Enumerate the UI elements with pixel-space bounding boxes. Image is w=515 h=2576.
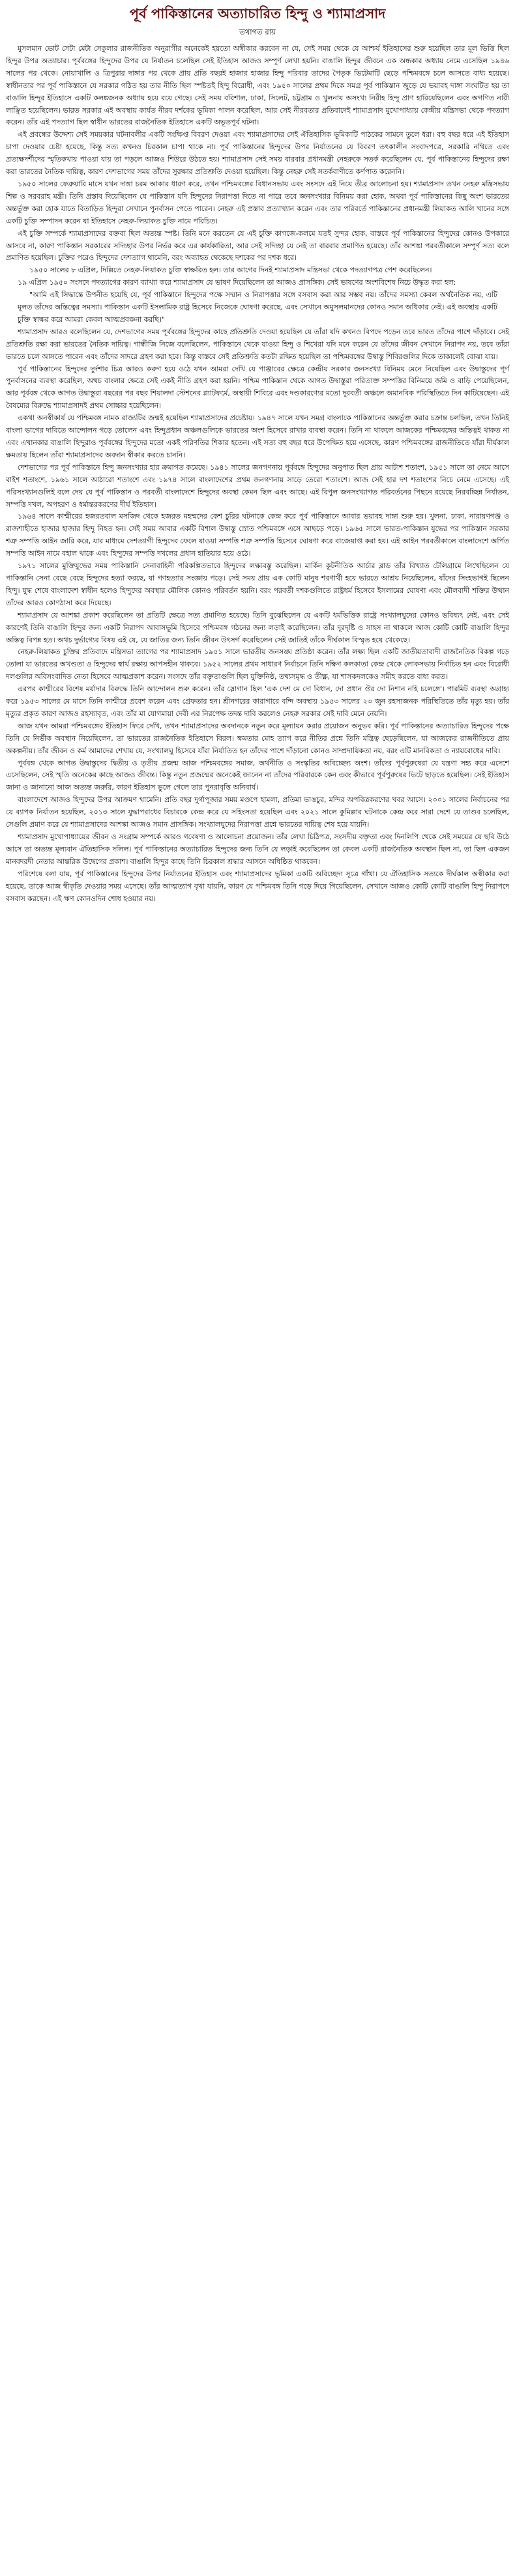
article-quote: "আমি এই সিদ্ধান্তে উপনীত হয়েছি যে, পূর্ব পাকিস্তানে হিন্দুদের পক্ষে সম্মান ও নিরাপত্তার সঙ্গে বসবাস করা আর সম্ভব নয়। তাঁদের সমস্যা কেবল অর্থনৈতিক নয়, এটি মূলত তাঁদের অস্তিত্বের সমস্যা। পাকিস্তান একটি ইসলামিক রাষ্ট্র হিসেবে নিজেকে ঘোষণা করেছে, এবং সেখানে অমুসলমানদের কোনও সমান অধিকার নেই। এই অবস্থায় একটি চুক্তি স্বাক্ষর করে আমরা কেবল আত্মপ্রবঞ্চনা করছি।" <box>18 291 497 324</box>
article-paragraph: নেহরু-লিয়াকত চুক্তির প্রতিবাদে মন্ত্রিসভা ত্যাগের পর শ্যামাপ্রসাদ ১৯৫১ সালে ভারতীয় জনসঙ্ঘ প্রতিষ্ঠা করেন। তাঁর লক্ষ্য ছিল একটি জাতীয়তাবাদী রাজনৈতিক বিকল্প গড়ে তোলা যা ভারতের অখণ্ডতা ও হিন্দুদের স্বার্থ রক্ষায় আপসহীন থাকবে। ১৯৫২ সালের প্রথম সাধারণ নির্বাচনে তিনি দক্ষিণ কলকাতা কেন্দ্র থেকে লোকসভায় নির্বাচিত হন এবং বিরোধী দলগুলির অবিসংবাদিত নেতা হিসেবে আত্মপ্রকাশ করেন। সংসদে তাঁর বক্তৃতাগুলি ছিল যুক্তিনিষ্ঠ, তথ্যসমৃদ্ধ ও তীক্ষ্ণ, যা শাসকদলকেও সমীহ করতে বাধ্য করত। <box>6 648 509 681</box>
article-author: তথাগত রায় <box>239 27 276 36</box>
article-paragraph: পূর্ববঙ্গ থেকে আগত উদ্বাস্তুদের দ্বিতীয় ও তৃতীয় প্রজন্ম আজ পশ্চিমবঙ্গের সমাজ, অর্থনীতি ও সংস্কৃতির অবিচ্ছেদ্য অংশ। তাঁদের পূর্বপুরুষেরা যে যন্ত্রণা সহ্য করে এদেশে এসেছিলেন, সেই স্মৃতি অনেকের কাছে আজও জীবন্ত। কিন্তু নতুন প্রজন্মের অনেকেই জানেন না তাঁদের পরিবারকে কেন এবং কীভাবে পূর্বপুরুষের ভিটে ছাড়তে হয়েছিল। সেই ইতিহাস জানা ও জানানো আজ অত্যন্ত জরুরি, কারণ ইতিহাস ভুলে গেলে তার পুনরাবৃত্তি অনিবার্য। <box>6 758 509 792</box>
article-paragraph: ১৯৫০ সালের ফেব্রুয়ারি মাসে যখন দাঙ্গা চরম আকার ধারণ করে, তখন পশ্চিমবঙ্গের বিধানসভায় এবং সংসদে এই নিয়ে তীব্র আলোচনা হয়। শ্যামাপ্রসাদ তখন নেহরু মন্ত্রিসভায় শিল্প ও সরবরাহ মন্ত্রী। তিনি প্রস্তাব দিয়েছিলেন যে পাকিস্তান যদি হিন্দুদের নিরাপত্তা দিতে না পারে তবে জনসংখ্যার বিনিময় করা হোক, অথবা পূর্ব পাকিস্তানের কিছু অংশ ভারতের অন্তর্ভুক্ত করা হোক যাতে বিতাড়িত হিন্দুরা সেখানে পুনর্বাসন পেতে পারেন। নেহরু এই প্রস্তাব প্রত্যাখ্যান করেন এবং তার পরিবর্তে পাকিস্তানের প্রধানমন্ত্রী লিয়াকত আলি খানের সঙ্গে একটি চুক্তি সম্পাদন করেন যা ইতিহাসে নেহরু-লিয়াকত চুক্তি নামে পরিচিত। <box>6 179 509 225</box>
article-paragraph: ১৯ এপ্রিল ১৯৫০ সংসদে পদত্যাগের কারণ ব্যাখ্যা করে শ্যামাপ্রসাদ যে ভাষণ দিয়েছিলেন তা আজও প্রাসঙ্গিক। সেই ভাষণের অংশবিশেষ নিচে উদ্ধৃত করা হল: <box>18 278 456 287</box>
article-paragraph: ১৯৬৪ সালে কাশ্মীরের হজরতবাল মসজিদ থেকে হজরত মহম্মদের কেশ চুরির ঘটনাকে কেন্দ্র করে পূর্ব পাকিস্তানে আবার ভয়াবহ দাঙ্গা শুরু হয়। খুলনা, ঢাকা, নারায়ণগঞ্জ ও রাজশাহীতে হাজার হাজার হিন্দু নিহত হন। সেই সময় আবার একটি বিশাল উদ্বাস্তু স্রোত পশ্চিমবঙ্গে এসে আছড়ে পড়ে। ১৯৬৫ সালে ভারত-পাকিস্তান যুদ্ধের পর পাকিস্তান সরকার শত্রু সম্পত্তি আইন জারি করে, যার মাধ্যমে দেশত্যাগী হিন্দুদের ফেলে যাওয়া সম্পত্তি শত্রু সম্পত্তি হিসেবে ঘোষণা করে বাজেয়াপ্ত করা হয়। এই আইন পরবর্তীকালে বাংলাদেশে অর্পিত সম্পত্তি আইন নামে বহাল থাকে এবং হিন্দুদের সম্পত্তি দখলের প্রধান হাতিয়ার হয়ে ওঠে। <box>6 512 509 558</box>
article-paragraph: আজ যখন আমরা পশ্চিমবঙ্গের ইতিহাস ফিরে দেখি, তখন শ্যামাপ্রসাদের অবদানকে নতুন করে মূল্যায়ন করার প্রয়োজন অনুভব করি। পূর্ব পাকিস্তানের অত্যাচারিত হিন্দুদের পক্ষে তিনি যে নির্ভীক অবস্থান নিয়েছিলেন, তা ভারতের রাজনৈতিক ইতিহাসে বিরল। ক্ষমতার মোহ ত্যাগ করে নীতির প্রশ্নে তিনি মন্ত্রিত্ব ছেড়েছিলেন, যা আজকের রাজনীতিতে প্রায় অকল্পনীয়। তাঁর জীবন ও কর্ম আমাদের শেখায় যে, সংখ্যালঘু হিসেবে যাঁরা নির্যাতিত হন তাঁদের পাশে দাঁড়ানো কোনও সাম্প্রদায়িকতা নয়, বরং এটি মানবিকতা ও ন্যায়বোধের দাবি। <box>6 721 509 755</box>
article-paragraph: শ্যামাপ্রসাদ আরও বলেছিলেন যে, দেশভাগের সময় পূর্ববঙ্গের হিন্দুদের কাছে প্রতিশ্রুতি দেওয়া হয়েছিল যে তাঁরা যদি কখনও বিপদে পড়েন তবে ভারত তাঁদের পাশে দাঁড়াবে। সেই প্রতিশ্রুতি রক্ষা করা ভারতের নৈতিক দায়িত্ব। গান্ধীজি নিজে বলেছিলেন, পাকিস্তানে থেকে যাওয়া হিন্দু ও শিখেরা যদি মনে করেন যে তাঁদের জীবন সেখানে নিরাপদ নয়, তবে তাঁরা ভারতে চলে আসতে পারেন এবং তাঁদের সাদরে গ্রহণ করা হবে। কিন্তু বাস্তবে সেই প্রতিশ্রুতি কতটা রক্ষিত হয়েছিল তা পশ্চিমবঙ্গের উদ্বাস্তু শিবিরগুলির দিকে তাকালেই বোঝা যায়। <box>6 327 509 361</box>
article-paragraph: এই চুক্তি সম্পর্কে শ্যামাপ্রসাদের বক্তব্য ছিল অত্যন্ত স্পষ্ট। তিনি মনে করতেন যে এই চুক্তি কাগজে-কলমে যতই সুন্দর হোক, বাস্তবে পূর্ব পাকিস্তানের হিন্দুদের কোনও উপকারে আসবে না, কারণ পাকিস্তান সরকারের সদিচ্ছার উপর নির্ভর করে এর কার্যকারিতা, আর সেই সদিচ্ছা যে নেই তা বারবার প্রমাণিত হয়েছে। তাঁর আশঙ্কা পরবর্তীকালে সম্পূর্ণ সত্য বলে প্রমাণিত হয়েছিল। চুক্তির পরেও হিন্দুদের দেশত্যাগ থামেনি, বরং অব্যাহত থেকেছে দশকের পর দশক ধরে। <box>6 229 509 263</box>
article-paragraph: মুসলমান ভোট সেটা মেটা সেকুলার রাজনীতিক অনুরাগীর অনেকেই হয়তো অস্বীকার করবেন না যে, সেই সময় থেকে যে আশ্চর্য ইতিহাসের শুরু হয়েছিল তার মূল ভিত্তি ছিল হিন্দুর উপর অত্যাচার। পূর্ববঙ্গের হিন্দুদের উপর যে নির্যাতন চলেছিল সেই ইতিহাস আজও সম্পূর্ণ লেখা হয়নি। বাঙালি হিন্দুর জীবনে এক অন্ধকার অধ্যায় নেমে এসেছিল ১৯৪৬ সালের পর থেকে। নোয়াখালি ও ত্রিপুরার দাঙ্গার পর থেকে প্রায় প্রতি বছরই হাজার হাজার হিন্দু পরিবার তাদের পৈতৃক ভিটেমাটি ছেড়ে পশ্চিমবঙ্গে চলে আসতে বাধ্য হয়েছে। স্বাধীনতার পর পূর্ব পাকিস্তানে যে সরকার গঠিত হয় তার নীতি ছিল স্পষ্টতই হিন্দু বিরোধী, এবং ১৯৫০ সালের প্রথম দিকে সমগ্র পূর্ব পাকিস্তান জুড়ে যে ভয়াবহ দাঙ্গা সংঘটিত হয় তা বাঙালি হিন্দুর ইতিহাসে একটি কলঙ্কজনক অধ্যায় হয়ে রয়ে গেছে। সেই সময় বরিশাল, ঢাকা, সিলেট, চট্টগ্রাম ও খুলনায় অসংখ্য নিরীহ হিন্দু প্রাণ হারিয়েছিলেন এবং অগণিত নারী লাঞ্ছিত হয়েছিলেন। ভারত সরকার এই অবস্থায় কার্যত নীরব দর্শকের ভূমিকা পালন করেছিল, আর সেই নীরবতার প্রতিবাদেই শ্যামাপ্রসাদ মুখোপাধ্যায় কেন্দ্রীয় মন্ত্রিসভা থেকে পদত্যাগ করেন। তাঁর এই পদত্যাগ ছিল স্বাধীন ভারতের রাজনৈতিক ইতিহাসে একটি অভূতপূর্ব ঘটনা। <box>6 44 509 127</box>
article-paragraph: এই প্রবন্ধের উদ্দেশ্য সেই সময়কার ঘটনাবলীর একটি সংক্ষিপ্ত বিবরণ দেওয়া এবং শ্যামাপ্রসাদের সেই ঐতিহাসিক ভূমিকাটি পাঠকের সামনে তুলে ধরা। বহু বছর ধরে এই ইতিহাস চাপা দেওয়ার চেষ্টা হয়েছে, কিন্তু সত্য কখনও চিরকাল চাপা থাকে না। পূর্ব পাকিস্তানের হিন্দুদের উপর নির্যাতনের যে বিবরণ তৎকালীন সংবাদপত্রে, সরকারি নথিতে এবং প্রত্যক্ষদর্শীদের স্মৃতিকথায় পাওয়া যায় তা পড়লে আজও শিউরে উঠতে হয়। শ্যামাপ্রসাদ সেই সময় বারবার প্রধানমন্ত্রী নেহরুকে সতর্ক করেছিলেন যে, পূর্ব পাকিস্তানের হিন্দুদের রক্ষা করা ভারতের নৈতিক দায়িত্ব, কারণ দেশভাগের সময় তাঁদের সুরক্ষার প্রতিশ্রুতি দেওয়া হয়েছিল। কিন্তু নেহরু সেই সতর্কবাণীতে কর্ণপাত করেননি। <box>6 130 509 177</box>
article-paragraph: পূর্ব পাকিস্তানের হিন্দুদের দুর্দশার চিত্র আরও করুণ হয়ে ওঠে যখন আমরা দেখি যে পাঞ্জাবের ক্ষেত্রে কেন্দ্রীয় সরকার জনসংখ্যা বিনিময় মেনে নিয়েছিল এবং উদ্বাস্তুদের পূর্ণ পুনর্বাসনের ব্যবস্থা করেছিল, অথচ বাংলার ক্ষেত্রে সেই একই নীতি গ্রহণ করা হয়নি। পশ্চিম পাকিস্তান থেকে আগত উদ্বাস্তুরা পরিত্যক্ত সম্পত্তির বিনিময়ে জমি ও বাড়ি পেয়েছিলেন, আর পূর্ববঙ্গ থেকে আগত উদ্বাস্তুরা বছরের পর বছর শিয়ালদা স্টেশনের প্ল্যাটফর্মে, অস্থায়ী শিবিরে এবং দণ্ডকারণ্যের মতো দূরবর্তী অঞ্চলে অমানবিক পরিস্থিতিতে দিন কাটিয়েছেন। এই বৈষম্যের বিরুদ্ধে শ্যামাপ্রসাদই প্রথম সোচ্চার হয়েছিলেন। <box>6 364 509 410</box>
article-paragraph: এরপর কাশ্মীরের বিশেষ মর্যাদার বিরুদ্ধে তিনি আন্দোলন শুরু করেন। তাঁর স্লোগান ছিল 'এক দেশ মে দো বিধান, দো প্রধান ঔর দো নিশান নহি চলেঙ্গে'। পারমিট ব্যবস্থা অগ্রাহ্য করে ১৯৫৩ সালের মে মাসে তিনি কাশ্মীরে প্রবেশ করেন এবং গ্রেফতার হন। শ্রীনগরের কারাগারে বন্দি অবস্থায় ১৯৫৩ সালের ২৩ জুন রহস্যজনক পরিস্থিতিতে তাঁর মৃত্যু হয়। তাঁর মৃত্যুর প্রকৃত কারণ আজও রহস্যাবৃত, এবং তাঁর মা যোগমায়া দেবী এর নিরপেক্ষ তদন্ত দাবি করলেও নেহরু সরকার সেই দাবি মেনে নেয়নি। <box>6 685 509 718</box>
article-paragraph: ১৯৭১ সালের মুক্তিযুদ্ধের সময় পাকিস্তানি সেনাবাহিনী পরিকল্পিতভাবে হিন্দুদের লক্ষ্যবস্তু করেছিল। মার্কিন কূটনীতিক আর্চার ব্লাড তাঁর বিখ্যাত টেলিগ্রামে লিখেছিলেন যে পাকিস্তানি সেনা বেছে বেছে হিন্দুদের হত্যা করছে, যা গণহত্যার সংজ্ঞায় পড়ে। সেই সময় প্রায় এক কোটি মানুষ শরণার্থী হয়ে ভারতে আশ্রয় নিয়েছিলেন, যাঁদের সিংহভাগই ছিলেন হিন্দু। যুদ্ধ শেষে বাংলাদেশ স্বাধীন হলেও হিন্দুদের অবস্থার মৌলিক কোনও পরিবর্তন হয়নি। বরং পরবর্তী দশকগুলিতে রাষ্ট্রধর্ম হিসেবে ইসলামের ঘোষণা এবং মৌলবাদী শক্তির উত্থান তাঁদের আরও কোণঠাসা করে দিয়েছে। <box>6 562 509 607</box>
article-paragraph: পরিশেষে বলা যায়, পূর্ব পাকিস্তানের হিন্দুদের উপর নির্যাতনের ইতিহাস এবং শ্যামাপ্রসাদের ভূমিকা একটি অবিচ্ছেদ্য সূত্রে গাঁথা। যে ঐতিহাসিক সত্যকে দীর্ঘকাল অস্বীকার করা হয়েছে, তাকে আজ স্বীকৃতি দেওয়ার সময় এসেছে। তাঁর আত্মত্যাগ বৃথা যায়নি, কারণ যে পশ্চিমবঙ্গ তিনি গড়ে দিয়ে গিয়েছিলেন, সেখানে আজও কোটি কোটি বাঙালি হিন্দু নিরাপদে বসবাস করছেন। এই ঋণ কোনওদিন শোধ হওয়ার নয়। <box>6 869 509 903</box>
article-paragraph: বাংলাদেশে আজও হিন্দুদের উপর আক্রমণ থামেনি। প্রতি বছর দুর্গাপূজার সময় মণ্ডপে হামলা, প্রতিমা ভাঙচুর, মন্দির অপবিত্রকরণের খবর আসে। ২০০১ সালের নির্বাচনের পর যে ব্যাপক নির্যাতন হয়েছিল, ২০১৩ সালে যুদ্ধাপরাধের বিচারকে কেন্দ্র করে যে সহিংসতা হয়েছিল এবং ২০২১ সালে কুমিল্লার ঘটনাকে কেন্দ্র করে সারা দেশে যে তাণ্ডব চলেছিল, সেগুলি প্রমাণ করে যে শ্যামাপ্রসাদের আশঙ্কা আজও সমান প্রাসঙ্গিক। সংখ্যালঘুদের নিরাপত্তা প্রশ্নে ভারতের দায়িত্ব শেষ হয়ে যায়নি। <box>6 795 509 829</box>
article-paragraph: দেশভাগের পর পূর্ব পাকিস্তানে হিন্দু জনসংখ্যার হার ক্রমাগত কমেছে। ১৯৪১ সালের জনগণনায় পূর্ববঙ্গে হিন্দুদের অনুপাত ছিল প্রায় আটাশ শতাংশ, ১৯৫১ সালে তা নেমে আসে বাইশ শতাংশে, ১৯৬১ সালে আঠারো শতাংশে এবং ১৯৭৪ সালে বাংলাদেশের প্রথম জনগণনায় সাড়ে তেরো শতাংশে। আজ সেই হার দশ শতাংশের নিচে নেমে এসেছে। এই পরিসংখ্যানগুলিই বলে দেয় যে পূর্ব পাকিস্তান ও পরবর্তী বাংলাদেশে হিন্দুদের অবস্থা কেমন ছিল এবং আছে। এই বিপুল জনসংখ্যাগত পরিবর্তনের পিছনে রয়েছে নিরবচ্ছিন্ন নির্যাতন, সম্পত্তি দখল, অপহরণ ও ধর্মান্তরকরণের দীর্ঘ ইতিহাস। <box>6 463 509 509</box>
article-paragraph: একথা অনস্বীকার্য যে পশ্চিমবঙ্গ নামক রাজ্যটির জন্মই হয়েছিল শ্যামাপ্রসাদের প্রচেষ্টায়। ১৯৪৭ সালে যখন সমগ্র বাংলাকে পাকিস্তানের অন্তর্ভুক্ত করার চক্রান্ত চলছিল, তখন তিনিই বাংলা ভাগের দাবিতে আন্দোলন গড়ে তোলেন এবং হিন্দুপ্রধান অঞ্চলগুলিকে ভারতের অংশ হিসেবে রাখার ব্যবস্থা করেন। তিনি না থাকলে আজকের পশ্চিমবঙ্গের অস্তিত্বই থাকত না এবং এখানকার বাঙালি হিন্দুরাও পূর্ববঙ্গের হিন্দুদের মতো একই পরিণতির শিকার হতেন। এই সত্য বহু বছর ধরে উপেক্ষিত হয়ে এসেছে, কারণ পশ্চিমবঙ্গের রাজনীতিতে যাঁরা দীর্ঘকাল ক্ষমতায় ছিলেন তাঁরা শ্যামাপ্রসাদের অবদান স্বীকার করতে চাননি। <box>6 414 509 459</box>
article-title: পূর্ব পাকিস্তানের অত্যাচারিত হিন্দু ও শ্যামাপ্রসাদ <box>129 5 386 21</box>
article-paragraph: শ্যামাপ্রসাদ মুখোপাধ্যায়ের জীবন ও সংগ্রাম সম্পর্কে আরও গবেষণা ও আলোচনা প্রয়োজন। তাঁর লেখা চিঠিপত্র, সংসদীয় বক্তৃতা এবং দিনলিপি থেকে সেই সময়ের যে ছবি উঠে আসে তা অত্যন্ত মূল্যবান ঐতিহাসিক দলিল। পূর্ব পাকিস্তানের অত্যাচারিত হিন্দুদের জন্য তিনি যে লড়াই করেছিলেন তা কেবল একটি রাজনৈতিক অবস্থান ছিল না, তা ছিল একজন মানবদরদী নেতার আন্তরিক উদ্বেগের প্রকাশ। বাঙালি হিন্দুর কাছে তিনি চিরকাল শ্রদ্ধার আসনে অধিষ্ঠিত থাকবেন। <box>6 833 509 866</box>
article-paragraph: শ্যামাপ্রসাদ যে আশঙ্কা প্রকাশ করেছিলেন তা প্রতিটি ক্ষেত্রে সত্য প্রমাণিত হয়েছে। তিনি বুঝেছিলেন যে একটি ধর্মভিত্তিক রাষ্ট্রে সংখ্যালঘুদের কোনও ভবিষ্যৎ নেই, এবং সেই কারণেই তিনি বাঙালি হিন্দুর জন্য একটি নিরাপদ আবাসভূমি হিসেবে পশ্চিমবঙ্গ গঠনের জন্য লড়াই করেছিলেন। তাঁর দূরদৃষ্টি ও সাহস না থাকলে আজ কোটি কোটি বাঙালি হিন্দুর অস্তিত্ব বিপন্ন হত। অথচ দুর্ভাগ্যের বিষয় এই যে, যে জাতির জন্য তিনি জীবন উৎসর্গ করেছিলেন সেই জাতিই তাঁকে দীর্ঘকাল বিস্মৃত হয়ে থেকেছে। <box>6 610 509 644</box>
article-body <box>6 43 509 905</box>
article-quote: ১৯৫০ সালের ৮ এপ্রিল, দিল্লিতে নেহরু-লিয়াকত চুক্তি স্বাক্ষরিত হল। তার আগের দিনই শ্যামাপ্রসাদ মন্ত্রিসভা থেকে পদত্যাগপত্র পেশ করেছিলেন। <box>29 266 432 275</box>
